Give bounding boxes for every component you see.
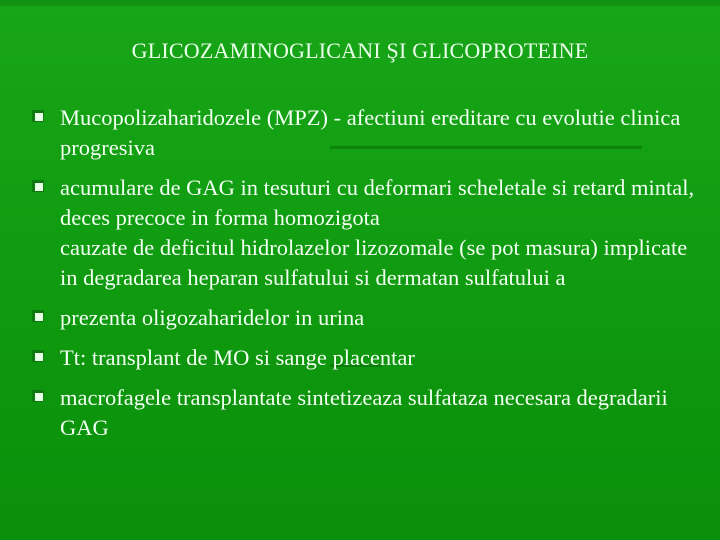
bullet-text: Mucopolizaharidozele (MPZ) - afectiuni ereditare cu evolutie clinica progresiva [60,105,681,160]
bullet-text: Tt: transplant de MO si sange placentar [60,345,415,370]
bullet-item [30,303,702,333]
bullet-item [30,173,702,233]
square-bullet-icon [32,180,44,192]
bullet-item [30,103,702,163]
bullet-text: macrofagele transplantate sintetizeaza sulfataza necesara degradarii GAG [60,385,668,440]
bullet-text: cauzate de deficitul hidrolazelor lizozomale (se pot masura) implicate in degradarea heparan sulfatului si dermatan sulfatului a [60,235,688,290]
bullet-item [30,343,702,373]
bullet-text: acumulare de GAG in tesuturi cu deformari scheletale si retard mintal, deces precoce in forma homozigota [60,175,695,230]
square-bullet-icon [32,310,44,322]
square-bullet-icon [32,110,44,122]
bullet-text: prezenta oligozaharidelor in urina [60,305,365,330]
square-bullet-icon [32,350,44,362]
bullet-list [30,103,702,453]
top-shade [0,0,720,6]
square-bullet-icon [32,390,44,402]
bullet-item-continuation [30,233,702,293]
bullet-item [30,383,702,443]
slide-title: GLICOZAMINOGLICANI ŞI GLICOPROTEINE [131,38,589,63]
